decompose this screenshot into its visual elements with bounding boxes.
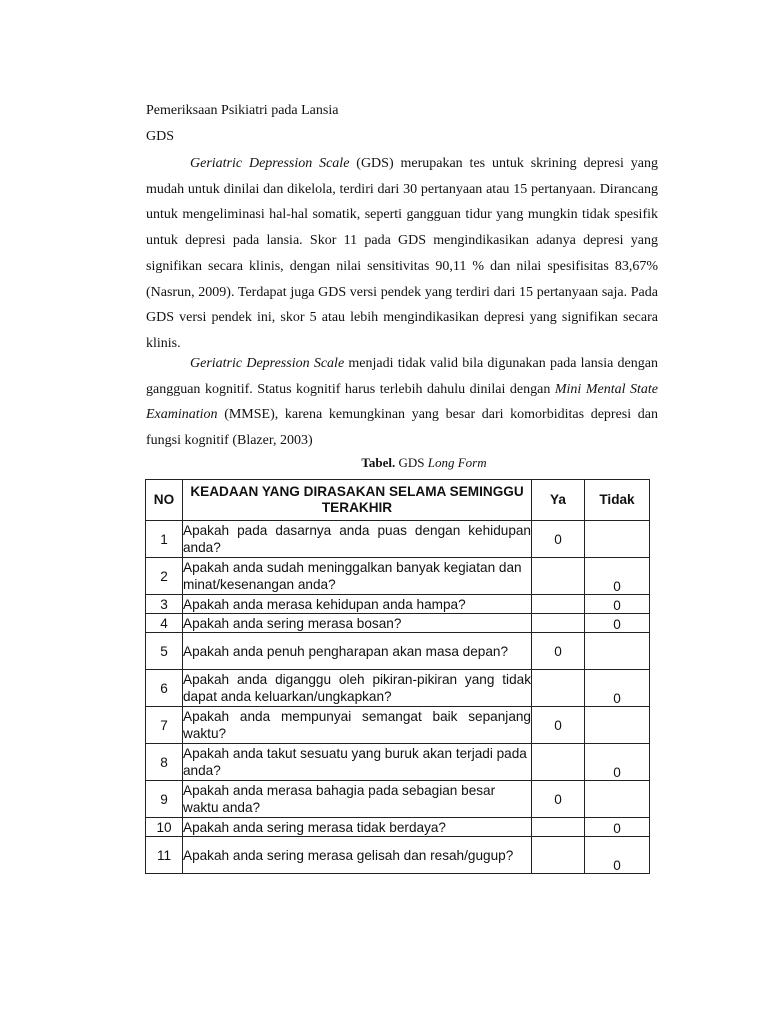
row-question: Apakah anda mempunyai semangat baik sepanjang waktu? — [183, 707, 532, 744]
table-row — [146, 781, 650, 818]
paragraph2-text-a: menjadi tidak valid bila digunakan pada lansia dengan gangguan kognitif. Status kognitif harus terlebih dahulu dinilai dengan — [146, 356, 658, 397]
gds-table — [145, 479, 650, 874]
row-question: Apakah anda sering merasa gelisah dan resah/gugup? — [183, 837, 532, 874]
table-row — [146, 558, 650, 595]
row-number: 1 — [146, 521, 183, 558]
paragraph1-text: (GDS) merupakan tes untuk skrining depresi yang mudah untuk dinilai dan dikelola, terdiri dari 30 pertanyaan atau 15 pertanyaan. Dirancang untuk mengeliminasi hal-hal somatik, seperti gangguan tidur yang mungkin tidak spesifik untuk depresi pada lansia. Skor 11 pada GDS mengindikasikan adanya depresi yang signifikan secara klinis, dengan nilai sensitivitas 90,11 % dan nilai spesifisitas 83,67% (Nasrun, 2009). Terdapat juga GDS versi pendek yang terdiri dari 15 pertanyaan saja. Pada GDS versi pendek ini, skor 5 atau lebih mengindikasikan depresi yang signifikan secara klinis. — [146, 156, 658, 351]
row-question: Apakah anda merasa bahagia pada sebagian besar waktu anda? — [183, 781, 532, 818]
paragraph2-text-c: (MMSE), karena kemungkinan yang besar dari komorbiditas depresi dan fungsi kognitif (Blazer, 2003) — [146, 407, 658, 449]
row-number: 10 — [146, 818, 183, 837]
row-tidak: 0 — [585, 558, 650, 595]
row-number: 8 — [146, 744, 183, 781]
row-tidak — [585, 707, 650, 744]
row-ya — [532, 614, 585, 633]
row-number: 6 — [146, 670, 183, 707]
paragraph2-italic-lead: Geriatric Depression Scale — [190, 356, 345, 371]
table-row — [146, 633, 650, 670]
caption-italic: Long Form — [427, 455, 487, 470]
header-no: NO — [146, 480, 183, 521]
paragraph-gds-description — [146, 151, 658, 357]
caption-label: Tabel. — [361, 455, 396, 470]
table-row — [146, 595, 650, 614]
header-question: KEADAAN YANG DIRASAKAN SELAMA SEMINGGU TERAKHIR — [183, 480, 532, 521]
row-number: 3 — [146, 595, 183, 614]
row-ya — [532, 837, 585, 874]
row-tidak — [585, 781, 650, 818]
row-tidak: 0 — [585, 614, 650, 633]
row-ya — [532, 595, 585, 614]
row-ya — [532, 818, 585, 837]
paragraph2-italic-mmse: Mini Mental State Examination — [146, 381, 658, 423]
row-question: Apakah anda sering merasa bosan? — [183, 614, 532, 633]
row-tidak: 0 — [585, 837, 650, 874]
row-question: Apakah anda merasa kehidupan anda hampa? — [183, 595, 532, 614]
row-tidak — [585, 521, 650, 558]
header-tidak: Tidak — [585, 480, 650, 521]
table-row — [146, 837, 650, 874]
table-row — [146, 521, 650, 558]
paragraph-gds-validity — [146, 351, 658, 454]
row-question: Apakah anda penuh pengharapan akan masa depan? — [183, 633, 532, 670]
table-row — [146, 818, 650, 837]
table-row — [146, 707, 650, 744]
row-tidak: 0 — [585, 670, 650, 707]
document-title: Pemeriksaan Psikiatri pada Lansia — [146, 103, 339, 118]
row-ya — [532, 744, 585, 781]
caption-text: GDS — [395, 455, 428, 470]
row-number: 7 — [146, 707, 183, 744]
row-question: Apakah anda diganggu oleh pikiran-pikiran yang tidak dapat anda keluarkan/ungkapkan? — [183, 670, 532, 707]
row-ya — [532, 558, 585, 595]
header-ya: Ya — [532, 480, 585, 521]
row-number: 11 — [146, 837, 183, 874]
row-number: 4 — [146, 614, 183, 633]
row-tidak — [585, 633, 650, 670]
table-header-row — [146, 480, 650, 521]
table-caption — [146, 455, 702, 471]
row-question: Apakah pada dasarnya anda puas dengan kehidupan anda? — [183, 521, 532, 558]
row-tidak: 0 — [585, 744, 650, 781]
row-ya: 0 — [532, 521, 585, 558]
paragraph1-italic-lead: Geriatric Depression Scale — [190, 156, 350, 171]
row-question: Apakah anda sudah meninggalkan banyak kegiatan dan minat/kesenangan anda? — [183, 558, 532, 595]
section-heading: GDS — [146, 129, 175, 144]
row-ya: 0 — [532, 633, 585, 670]
table-row — [146, 614, 650, 633]
row-number: 5 — [146, 633, 183, 670]
row-ya — [532, 670, 585, 707]
row-tidak: 0 — [585, 818, 650, 837]
row-question: Apakah anda takut sesuatu yang buruk akan terjadi pada anda? — [183, 744, 532, 781]
row-number: 9 — [146, 781, 183, 818]
row-ya: 0 — [532, 781, 585, 818]
row-tidak: 0 — [585, 595, 650, 614]
row-ya: 0 — [532, 707, 585, 744]
table-row — [146, 744, 650, 781]
row-question: Apakah anda sering merasa tidak berdaya? — [183, 818, 532, 837]
table-row — [146, 670, 650, 707]
row-number: 2 — [146, 558, 183, 595]
